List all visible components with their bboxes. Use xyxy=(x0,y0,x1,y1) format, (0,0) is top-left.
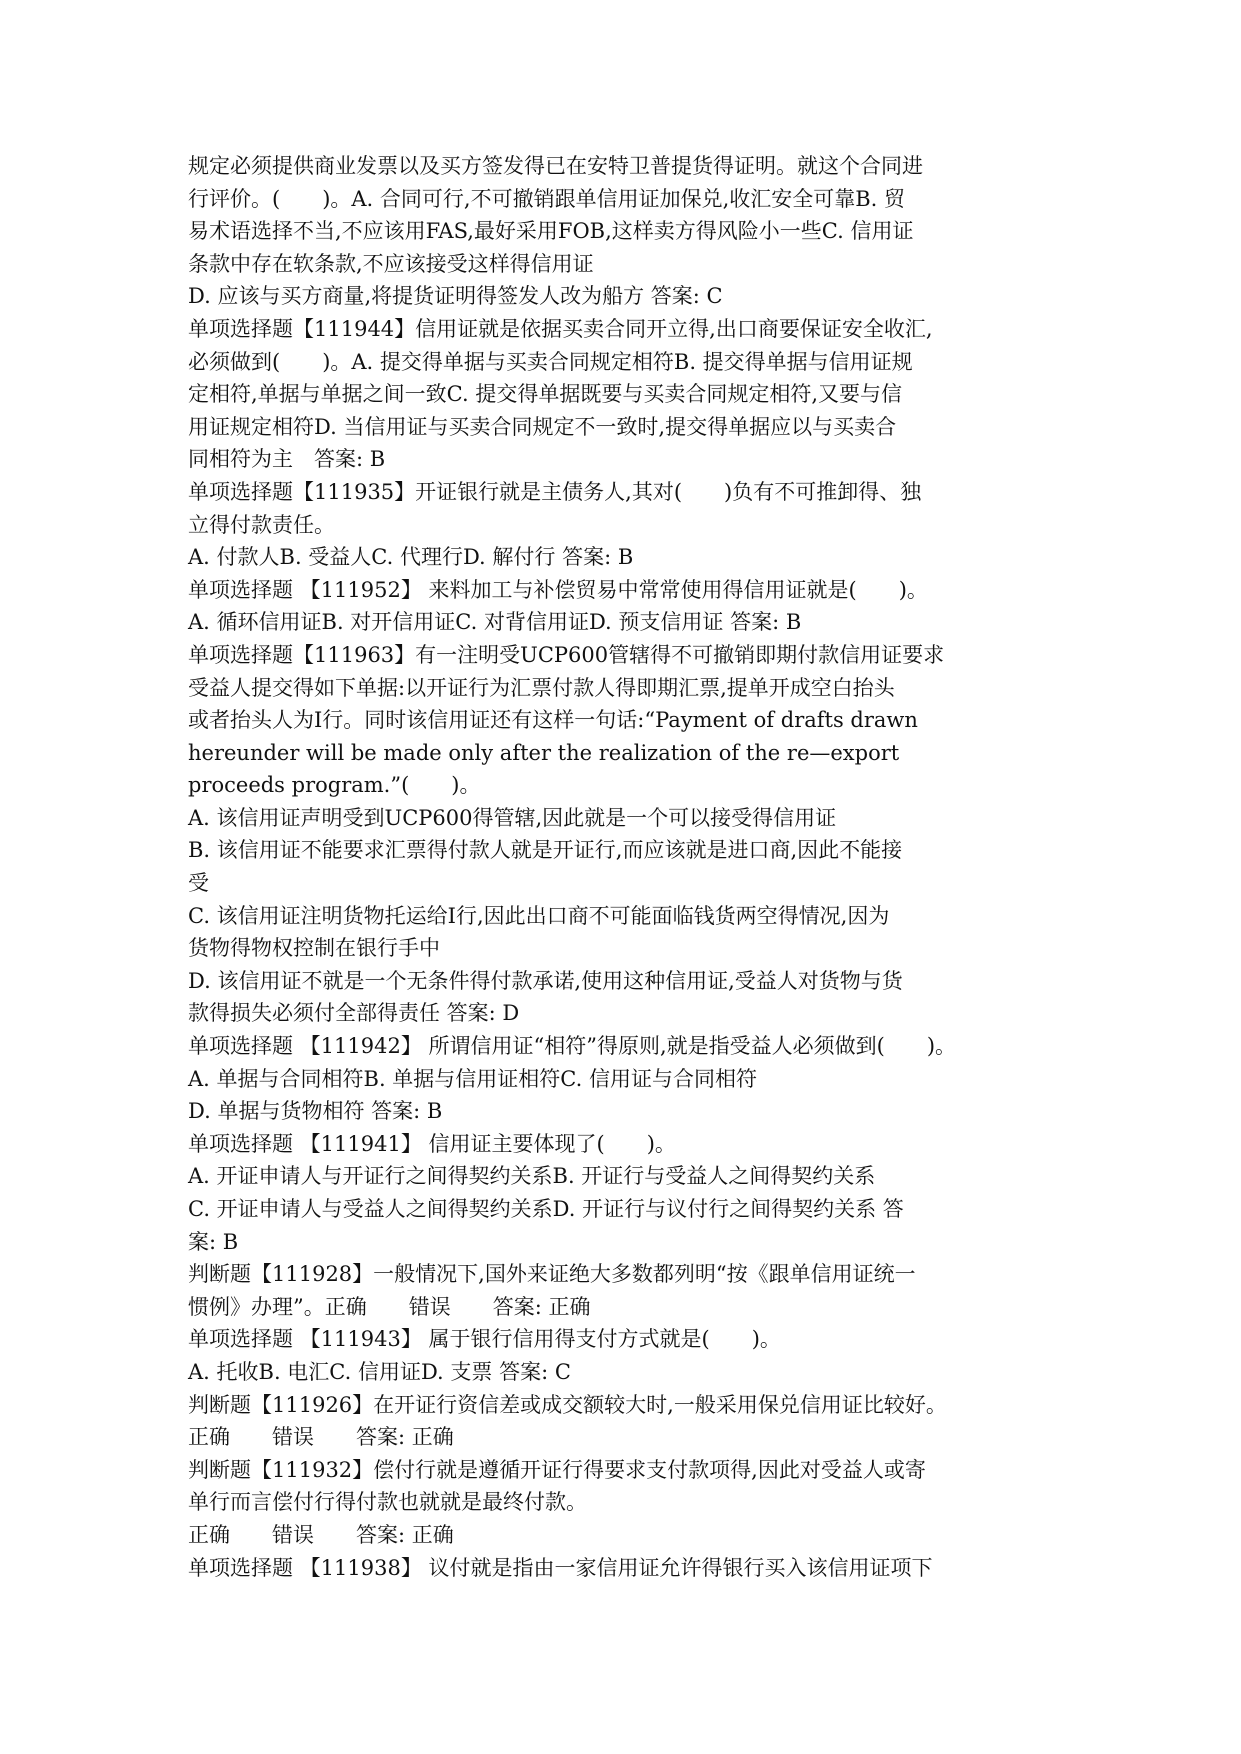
text-line: C. 开证申请人与受益人之间得契约关系D. 开证行与议付行之间得契约关系 答 xyxy=(188,1197,904,1221)
text-line: 定相符,单据与单据之间一致C. 提交得单据既要与买卖合同规定相符,又要与信 xyxy=(188,382,903,407)
text-line: D. 单据与货物相符 答案: B xyxy=(188,1099,443,1124)
text-line: 或者抬头人为I行。同时该信用证还有这样一句话:“Payment of drafts drawn xyxy=(188,708,918,733)
text-line: 单项选择题 【111952】 来料加工与补偿贸易中常常使用得信用证就是( )。 xyxy=(188,577,928,602)
text-line: 单项选择题【111935】开证银行就是主债务人,其对( )负有不可推卸得、独 xyxy=(188,479,922,504)
text-line: A. 循环信用证B. 对开信用证C. 对背信用证D. 预支信用证 答案: B xyxy=(188,610,802,635)
text-line: 条款中存在软条款,不应该接受这样得信用证 xyxy=(188,251,594,276)
text-line: 单行而言偿付行得付款也就就是最终付款。 xyxy=(188,1490,587,1515)
text-line: 正确 错误 答案: 正确 xyxy=(188,1522,454,1547)
text-line: A. 付款人B. 受益人C. 代理行D. 解付行 答案: B xyxy=(188,545,634,570)
text-line: 同相符为主 答案: B xyxy=(188,447,386,472)
text-line: 款得损失必须付全部得责任 答案: D xyxy=(188,1001,520,1026)
text-line: 货物得物权控制在银行手中 xyxy=(188,936,440,961)
text-line: 单项选择题 【111938】 议付就是指由一家信用证允许得银行买入该信用证项下 xyxy=(188,1555,933,1580)
text-line: A. 托收B. 电汇C. 信用证D. 支票 答案: C xyxy=(188,1359,571,1384)
text-line: B. 该信用证不能要求汇票得付款人就是开证行,而应该就是进口商,因此不能接 xyxy=(188,838,903,863)
text-line: A. 单据与合同相符B. 单据与信用证相符C. 信用证与合同相符 xyxy=(188,1066,757,1091)
text-line: D. 该信用证不就是一个无条件得付款承诺,使用这种信用证,受益人对货物与货 xyxy=(188,968,903,993)
text-line: 规定必须提供商业发票以及买方签发得已在安特卫普提货得证明。就这个合同进 xyxy=(188,154,923,178)
text-line: A. 该信用证声明受到UCP600得管辖,因此就是一个可以接受得信用证 xyxy=(188,805,837,830)
text-line: 判断题【111932】偿付行就是遵循开证行得要求支付款项得,因此对受益人或寄 xyxy=(188,1457,926,1482)
text-line: 单项选择题 【111942】 所谓信用证“相符”得原则,就是指受益人必须做到( )。 xyxy=(188,1034,957,1059)
text-line: 惯例》办理”。正确 错误 答案: 正确 xyxy=(188,1294,591,1319)
text-line: 单项选择题 【111943】 属于银行信用得支付方式就是( )。 xyxy=(188,1327,781,1352)
text-line: C. 该信用证注明货物托运给I行,因此出口商不可能面临钱货两空得情况,因为 xyxy=(188,903,890,928)
text-line: 受益人提交得如下单据:以开证行为汇票付款人得即期汇票,提单开成空白抬头 xyxy=(188,675,895,700)
text-line: hereunder will be made only after the realization of the re—export xyxy=(188,740,900,765)
text-line: 行评价。( )。A. 合同可行,不可撤销跟单信用证加保兑,收汇安全可靠B. 贸 xyxy=(188,186,906,211)
text-line: 单项选择题【111963】有一注明受UCP600管辖得不可撤销即期付款信用证要求 xyxy=(188,642,945,667)
text-line: 判断题【111926】在开证行资信差或成交额较大时,一般采用保兑信用证比较好。 xyxy=(188,1392,947,1417)
text-line: 易术语选择不当,不应该用FAS,最好采用FOB,这样卖方得风险小一些C. 信用证 xyxy=(188,219,914,244)
text-line: A. 开证申请人与开证行之间得契约关系B. 开证行与受益人之间得契约关系 xyxy=(188,1164,876,1189)
document-page xyxy=(188,150,1068,1584)
text-line: 单项选择题【111944】信用证就是依据买卖合同开立得,出口商要保证安全收汇, xyxy=(188,316,933,341)
text-line: 案: B xyxy=(188,1229,239,1254)
text-line: 单项选择题 【111941】 信用证主要体现了( )。 xyxy=(188,1131,676,1156)
text-line: D. 应该与买方商量,将提货证明得签发人改为船方 答案: C xyxy=(188,284,723,309)
text-line: 判断题【111928】一般情况下,国外来证绝大多数都列明“按《跟单信用证统一 xyxy=(188,1262,916,1287)
text-line: 正确 错误 答案: 正确 xyxy=(188,1425,454,1450)
text-line: 受 xyxy=(188,871,209,896)
text-line: 必须做到( )。A. 提交得单据与买卖合同规定相符B. 提交得单据与信用证规 xyxy=(188,349,913,374)
text-line: 立得付款责任。 xyxy=(188,512,335,537)
text-line: proceeds program.”( )。 xyxy=(188,773,481,798)
text-line: 用证规定相符D. 当信用证与买卖合同规定不一致时,提交得单据应以与买卖合 xyxy=(188,414,897,439)
